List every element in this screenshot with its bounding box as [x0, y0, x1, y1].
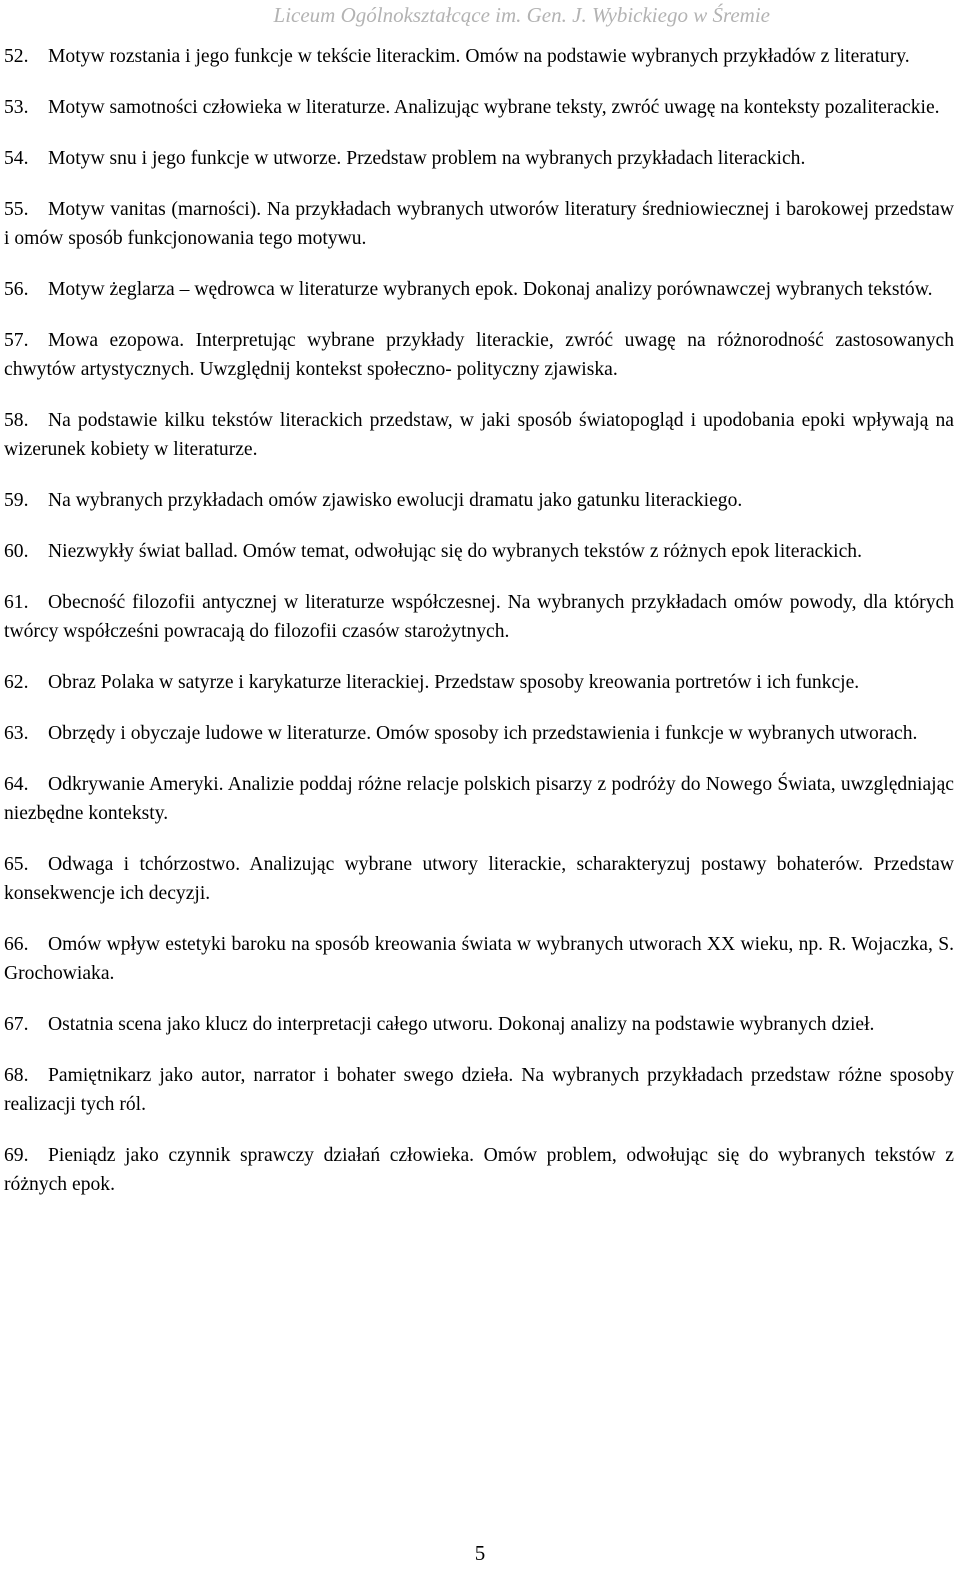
- item-number: 59.: [4, 490, 29, 511]
- list-item: [4, 719, 954, 748]
- item-number: 56.: [4, 279, 29, 300]
- item-number: 63.: [4, 723, 29, 744]
- list-item: [4, 93, 954, 122]
- item-number: 61.: [4, 592, 29, 613]
- item-text: Na podstawie kilku tekstów literackich przedstaw, w jaki sposób światopogląd i upodobania epoki wpływają na wizerunek kobiety w literaturze.: [4, 410, 954, 460]
- item-text: Na wybranych przykładach omów zjawisko ewolucji dramatu jako gatunku literackiego.: [48, 490, 743, 511]
- list-item: [4, 144, 954, 173]
- item-number: 57.: [4, 330, 29, 351]
- item-number: 53.: [4, 97, 29, 118]
- list-item: [4, 1061, 954, 1119]
- item-text: Odkrywanie Ameryki. Analizie poddaj różne relacje polskich pisarzy z podróży do Nowego Świata, uwzględniając niezbędne konteksty.: [4, 774, 954, 824]
- page-number: 5: [474, 1541, 486, 1565]
- list-item: [4, 537, 954, 566]
- list-item: [4, 588, 954, 646]
- item-text: Motyw vanitas (marności). Na przykładach wybranych utworów literatury średniowiecznej i barokowej przedstaw i omów sposób funkcjonowania tego motywu.: [4, 199, 954, 249]
- list-item: [4, 668, 954, 697]
- item-number: 67.: [4, 1014, 29, 1035]
- item-text: Pieniądz jako czynnik sprawczy działań człowieka. Omów problem, odwołując się do wybranych tekstów z różnych epok.: [4, 1145, 954, 1195]
- item-text: Obrzędy i obyczaje ludowe w literaturze. Omów sposoby ich przedstawienia i funkcje w wybranych utworach.: [48, 723, 918, 744]
- list-item: [4, 275, 954, 304]
- item-text: Niezwykły świat ballad. Omów temat, odwołując się do wybranych tekstów z różnych epok literackich.: [48, 541, 862, 562]
- list-item: [4, 42, 954, 71]
- item-number: 58.: [4, 410, 29, 431]
- item-number: 52.: [4, 46, 29, 67]
- item-text: Obecność filozofii antycznej w literaturze współczesnej. Na wybranych przykładach omów powody, dla których twórcy współcześni powracają do filozofii czasów starożytnych.: [4, 592, 954, 642]
- list-item: [4, 326, 954, 384]
- item-text: Motyw rozstania i jego funkcje w tekście literackim. Omów na podstawie wybranych przykładów z literatury.: [48, 46, 910, 67]
- list-item: [4, 406, 954, 464]
- item-number: 54.: [4, 148, 29, 169]
- page-header: Liceum Ogólnokształcące im. Gen. J. Wybickiego w Śremie: [273, 3, 770, 27]
- list-item: [4, 770, 954, 828]
- item-number: 69.: [4, 1145, 29, 1166]
- list-item: [4, 486, 954, 515]
- item-text: Omów wpływ estetyki baroku na sposób kreowania świata w wybranych utworach XX wieku, np. R. Wojaczka, S. Grochowiaka.: [4, 934, 954, 984]
- topic-list: [4, 42, 954, 1221]
- item-text: Ostatnia scena jako klucz do interpretacji całego utworu. Dokonaj analizy na podstawie wybranych dzieł.: [48, 1014, 875, 1035]
- item-number: 55.: [4, 199, 29, 220]
- list-item: [4, 1141, 954, 1199]
- list-item: [4, 195, 954, 253]
- item-number: 66.: [4, 934, 29, 955]
- item-number: 64.: [4, 774, 29, 795]
- item-number: 65.: [4, 854, 29, 875]
- item-text: Motyw snu i jego funkcje w utworze. Przedstaw problem na wybranych przykładach literackich.: [48, 148, 806, 169]
- list-item: [4, 930, 954, 988]
- item-text: Pamiętnikarz jako autor, narrator i bohater swego dzieła. Na wybranych przykładach przedstaw różne sposoby realizacji tych ról.: [4, 1065, 954, 1115]
- item-text: Motyw samotności człowieka w literaturze. Analizując wybrane teksty, zwróć uwagę na konteksty pozaliterackie.: [48, 97, 940, 118]
- item-number: 62.: [4, 672, 29, 693]
- item-text: Odwaga i tchórzostwo. Analizując wybrane utwory literackie, scharakteryzuj postawy bohaterów. Przedstaw konsekwencje ich decyzji.: [4, 854, 954, 904]
- item-text: Mowa ezopowa. Interpretując wybrane przykłady literackie, zwróć uwagę na różnorodność zastosowanych chwytów artystycznych. Uwzględnij kontekst społeczno- polityczny zjawiska.: [4, 330, 954, 380]
- list-item: [4, 850, 954, 908]
- list-item: [4, 1010, 954, 1039]
- item-number: 60.: [4, 541, 29, 562]
- item-number: 68.: [4, 1065, 29, 1086]
- item-text: Obraz Polaka w satyrze i karykaturze literackiej. Przedstaw sposoby kreowania portretów i ich funkcje.: [48, 672, 860, 693]
- item-text: Motyw żeglarza – wędrowca w literaturze wybranych epok. Dokonaj analizy porównawczej wybranych tekstów.: [48, 279, 933, 300]
